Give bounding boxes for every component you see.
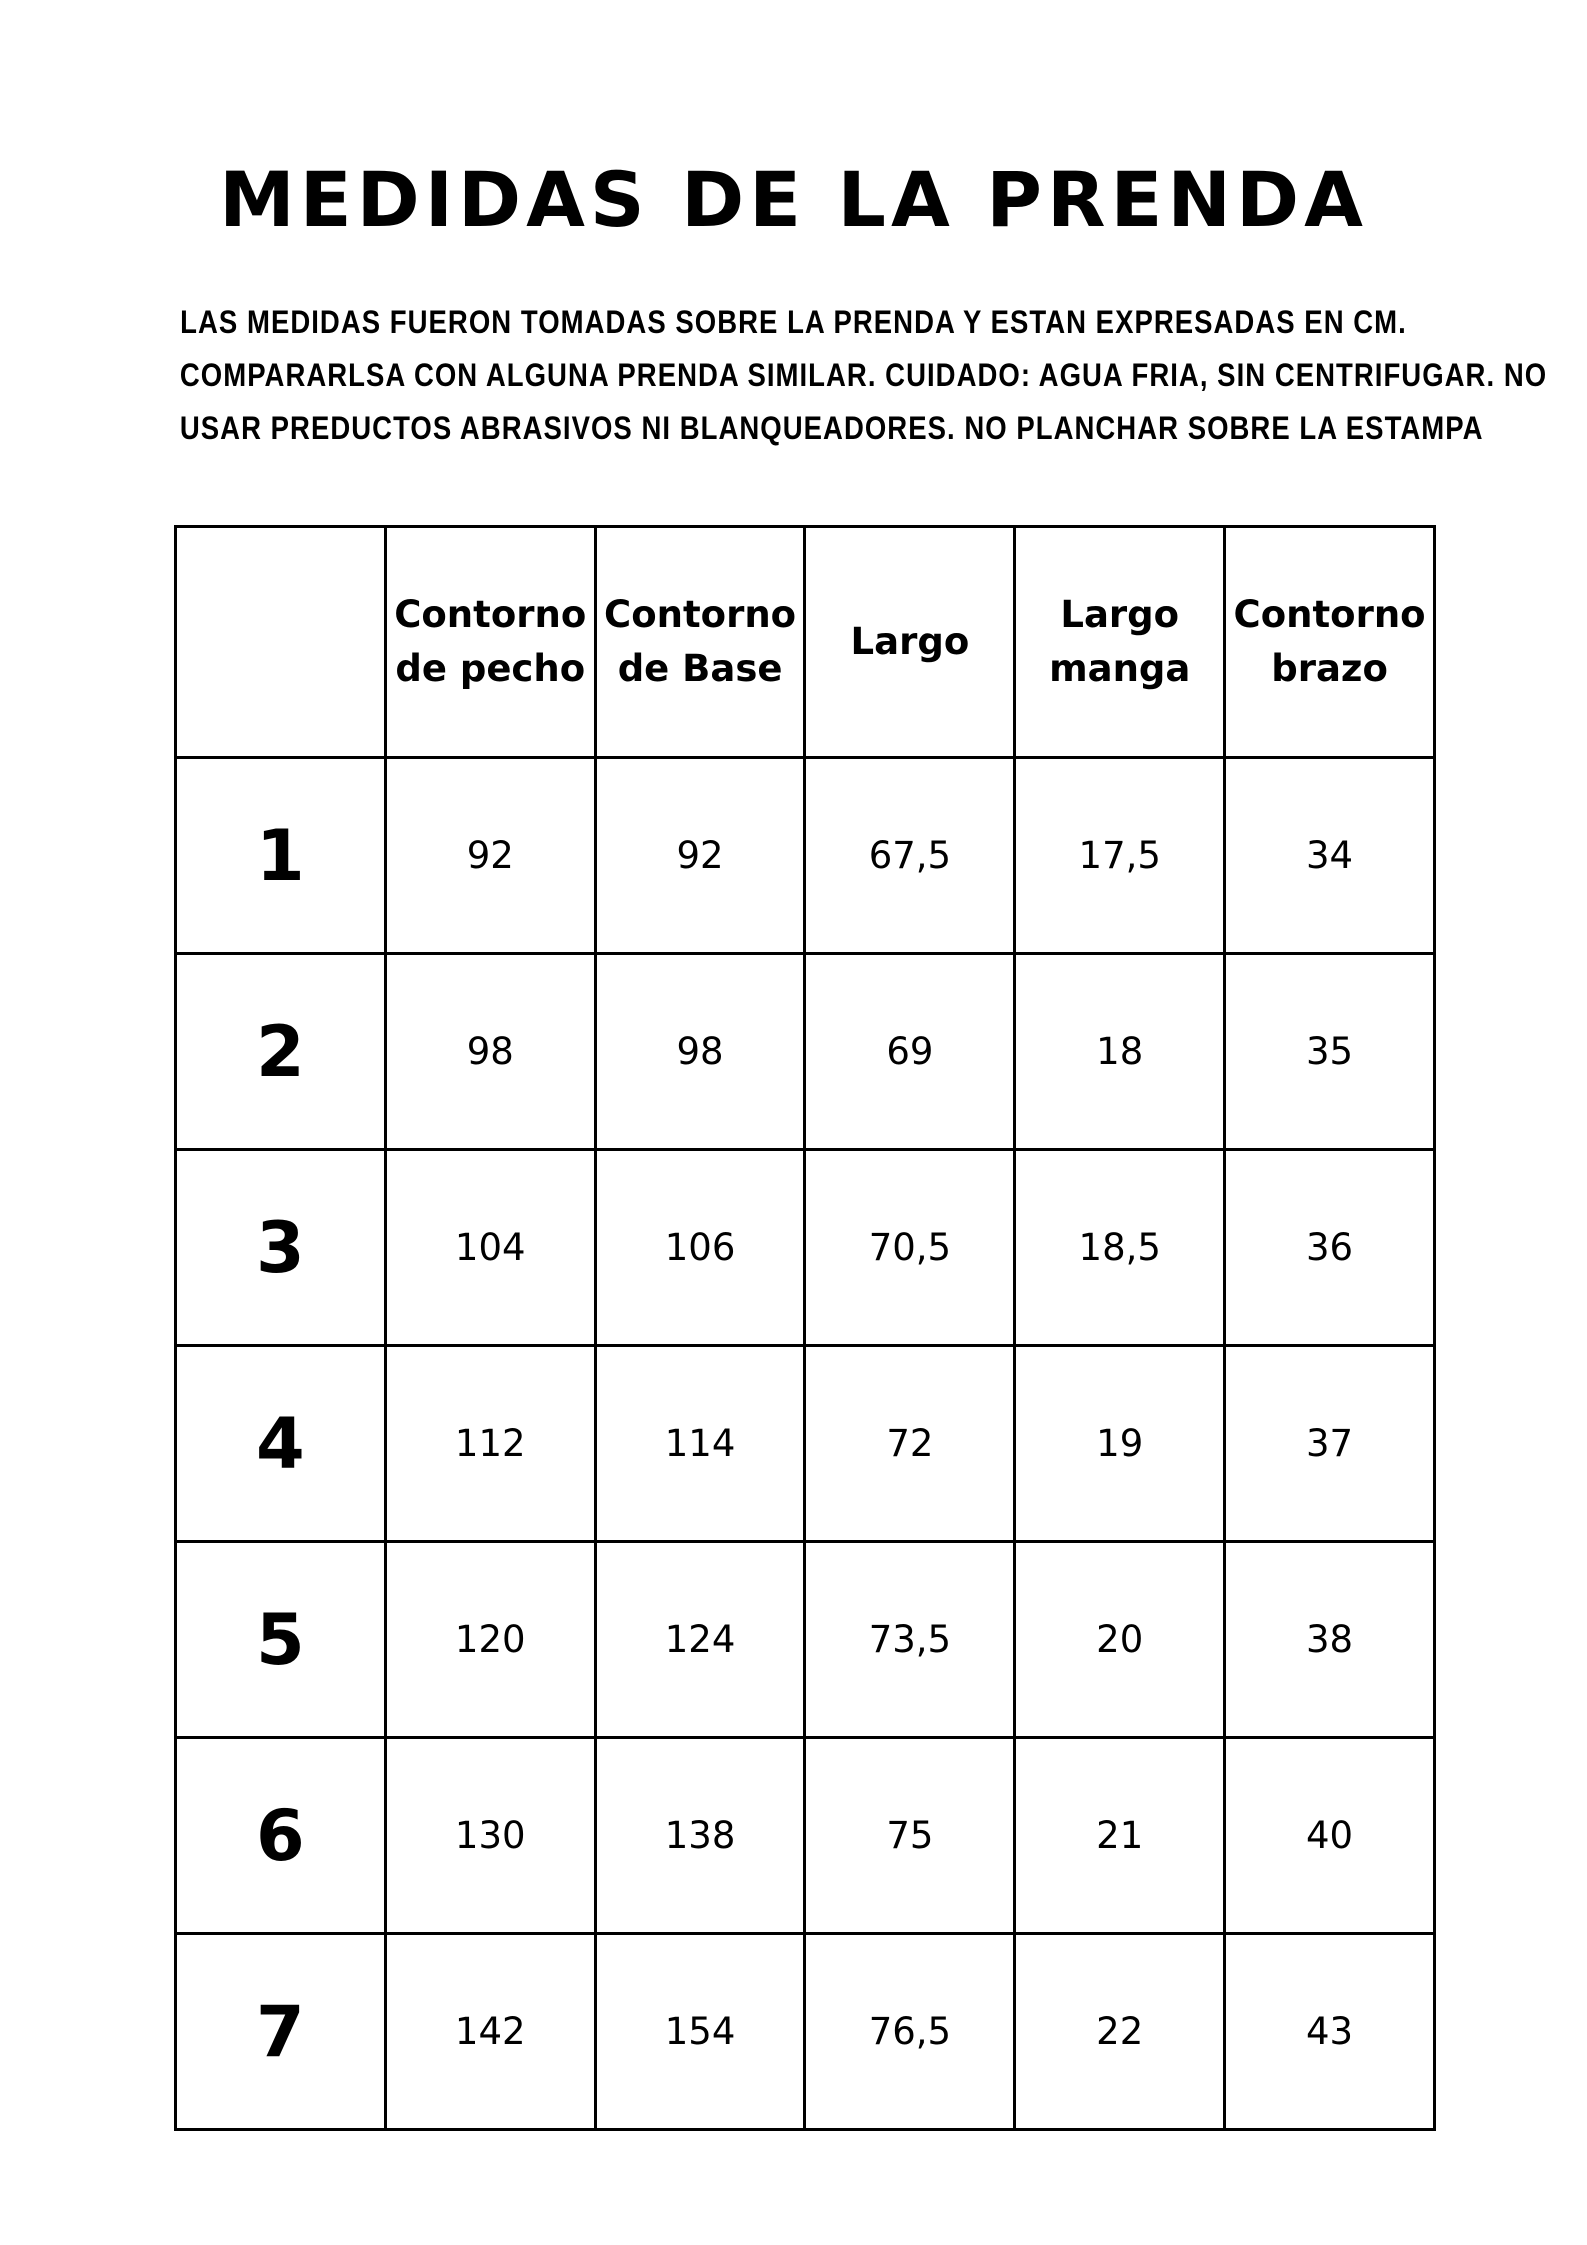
size-label: 4 xyxy=(176,1346,386,1542)
cell-contorno-brazo: 40 xyxy=(1225,1738,1435,1934)
cell-contorno-base: 138 xyxy=(595,1738,805,1934)
table-row xyxy=(176,758,1435,954)
cell-largo-manga: 22 xyxy=(1015,1934,1225,2130)
cell-largo: 75 xyxy=(805,1738,1015,1934)
cell-largo-manga: 18,5 xyxy=(1015,1150,1225,1346)
cell-largo-manga: 18 xyxy=(1015,954,1225,1150)
size-label: 6 xyxy=(176,1738,386,1934)
cell-largo-manga: 20 xyxy=(1015,1542,1225,1738)
instructions-line: USAR PREDUCTOS ABRASIVOS NI BLANQUEADORES. NO PLANCHAR SOBRE LA ESTAMPA xyxy=(179,410,1484,446)
cell-contorno-pecho: 98 xyxy=(385,954,595,1150)
instructions-line: COMPARARLSA CON ALGUNA PRENDA SIMILAR. CUIDADO: AGUA FRIA, SIN CENTRIFUGAR. NO xyxy=(179,357,1548,393)
header-largo-manga xyxy=(1015,527,1225,758)
cell-largo: 69 xyxy=(805,954,1015,1150)
table-row xyxy=(176,1346,1435,1542)
size-label: 7 xyxy=(176,1934,386,2130)
cell-contorno-pecho: 130 xyxy=(385,1738,595,1934)
cell-contorno-pecho: 142 xyxy=(385,1934,595,2130)
cell-contorno-base: 98 xyxy=(595,954,805,1150)
table-header xyxy=(176,527,1435,758)
table-row xyxy=(176,954,1435,1150)
cell-contorno-base: 114 xyxy=(595,1346,805,1542)
table-body xyxy=(176,758,1435,2130)
header-contorno-brazo xyxy=(1225,527,1435,758)
size-label: 2 xyxy=(176,954,386,1150)
page-title: MEDIDAS DE LA PRENDA xyxy=(219,155,1368,244)
header-row xyxy=(176,527,1435,758)
table-row xyxy=(176,1542,1435,1738)
cell-largo: 70,5 xyxy=(805,1150,1015,1346)
cell-contorno-pecho: 92 xyxy=(385,758,595,954)
cell-contorno-pecho: 120 xyxy=(385,1542,595,1738)
cell-contorno-brazo: 43 xyxy=(1225,1934,1435,2130)
cell-contorno-brazo: 35 xyxy=(1225,954,1435,1150)
header-label: Largo xyxy=(850,620,970,663)
cell-contorno-base: 124 xyxy=(595,1542,805,1738)
table-row xyxy=(176,1934,1435,2130)
header-label: Contorno xyxy=(604,593,797,636)
header-contorno-pecho xyxy=(385,527,595,758)
cell-contorno-brazo: 36 xyxy=(1225,1150,1435,1346)
size-label: 1 xyxy=(176,758,386,954)
header-label: Largo xyxy=(1060,593,1180,636)
header-label: de Base xyxy=(617,647,783,690)
header-label: Contorno xyxy=(394,593,587,636)
care-instructions xyxy=(179,296,1548,455)
table-row xyxy=(176,1150,1435,1346)
header-empty-cell xyxy=(176,527,386,758)
cell-contorno-brazo: 37 xyxy=(1225,1346,1435,1542)
header-label: Contorno xyxy=(1233,593,1426,636)
size-label: 5 xyxy=(176,1542,386,1738)
table-row xyxy=(176,1738,1435,1934)
cell-contorno-base: 106 xyxy=(595,1150,805,1346)
instructions-line: LAS MEDIDAS FUERON TOMADAS SOBRE LA PRENDA Y ESTAN EXPRESADAS EN CM. xyxy=(180,304,1407,340)
size-label: 3 xyxy=(176,1150,386,1346)
cell-largo-manga: 19 xyxy=(1015,1346,1225,1542)
cell-largo: 72 xyxy=(805,1346,1015,1542)
cell-contorno-pecho: 112 xyxy=(385,1346,595,1542)
header-label: brazo xyxy=(1271,647,1388,690)
cell-largo: 67,5 xyxy=(805,758,1015,954)
header-label: manga xyxy=(1049,647,1191,690)
cell-largo-manga: 21 xyxy=(1015,1738,1225,1934)
cell-largo: 76,5 xyxy=(805,1934,1015,2130)
cell-contorno-pecho: 104 xyxy=(385,1150,595,1346)
cell-contorno-brazo: 34 xyxy=(1225,758,1435,954)
cell-contorno-brazo: 38 xyxy=(1225,1542,1435,1738)
cell-largo: 73,5 xyxy=(805,1542,1015,1738)
header-contorno-base xyxy=(595,527,805,758)
cell-contorno-base: 154 xyxy=(595,1934,805,2130)
cell-contorno-base: 92 xyxy=(595,758,805,954)
header-label: de pecho xyxy=(395,647,586,690)
size-chart-table xyxy=(174,525,1436,2131)
cell-largo-manga: 17,5 xyxy=(1015,758,1225,954)
header-largo xyxy=(805,527,1015,758)
